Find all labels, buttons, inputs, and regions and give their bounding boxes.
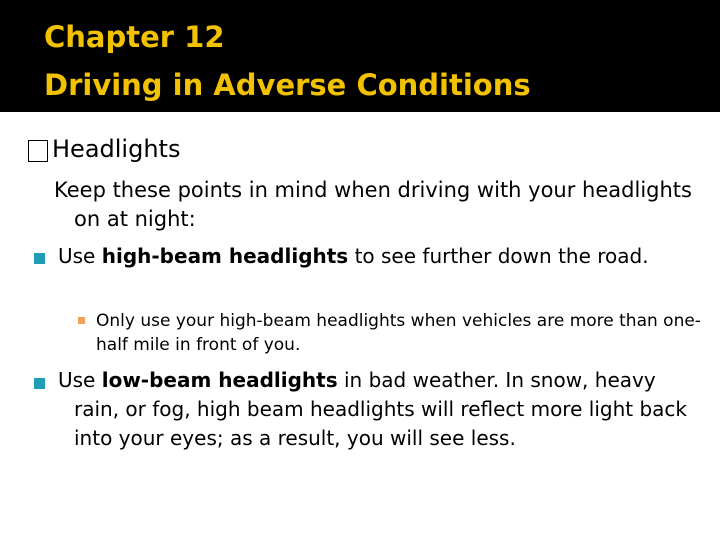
square-bullet-icon xyxy=(34,378,45,389)
bullet-item-low-beam xyxy=(58,366,698,453)
square-bullet-icon xyxy=(34,253,45,264)
title-bar xyxy=(0,0,720,112)
bullet-text-post: in bad weather. In snow, heavy rain, or fog, high beam headlights will reflect more light back into your eyes; as a result, you will see less. xyxy=(74,368,687,450)
placeholder-box-icon xyxy=(28,140,48,162)
sub-bullet-icon xyxy=(78,317,85,324)
bullet-text-post: to see further down the road. xyxy=(348,244,649,268)
sub-bullet-item: Only use your high-beam headlights when vehicles are more than one-half mile in front of you. xyxy=(96,311,701,355)
slide-title-line-1: Chapter 12 xyxy=(44,20,225,54)
bullet-text-pre: Use xyxy=(58,368,102,392)
intro-paragraph: Keep these points in mind when driving with your headlights on at night: xyxy=(54,178,692,231)
bullet-text-bold: low-beam headlights xyxy=(101,368,338,392)
section-heading-text: Headlights xyxy=(52,135,181,163)
bullet-item-high-beam xyxy=(58,242,698,271)
slide-title-line-2: Driving in Adverse Conditions xyxy=(44,68,531,102)
bullet-text-pre: Use xyxy=(58,244,102,268)
bullet-text-bold: high-beam headlights xyxy=(101,244,349,268)
